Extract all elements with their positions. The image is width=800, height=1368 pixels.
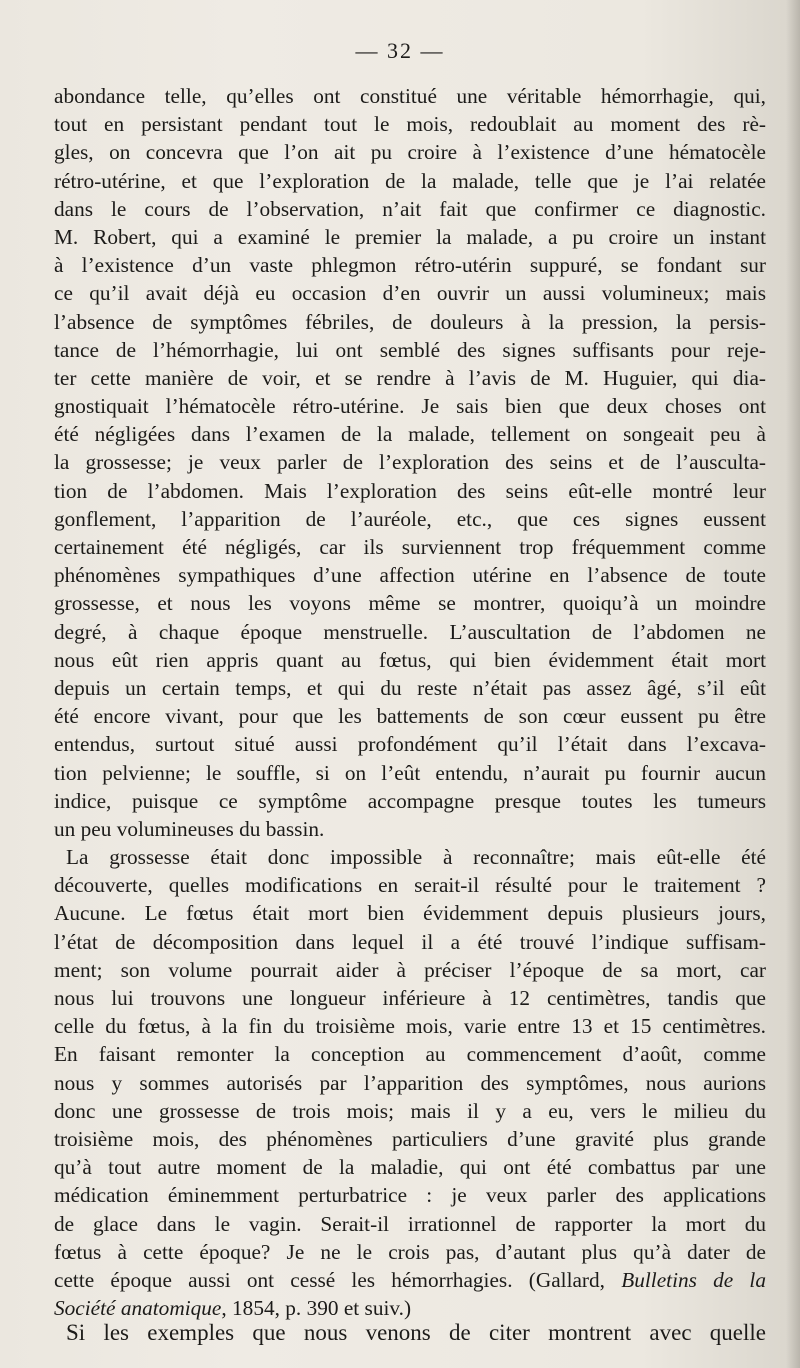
text-line-content: tion pelvienne; le souffle, si on l’eût entendu, n’aurait pu fournir aucun xyxy=(54,760,766,785)
text-line xyxy=(54,477,766,505)
text-line xyxy=(54,364,766,392)
text-line-content: dans le cours de l’observation, n’ait fait que confirmer ce diagnostic. xyxy=(54,196,766,221)
text-line xyxy=(54,843,766,871)
text-line-content: troisième mois, des phénomènes particuliers d’une gravité plus grande xyxy=(54,1126,766,1151)
text-line xyxy=(54,110,766,138)
text-line xyxy=(54,336,766,364)
text-line xyxy=(54,646,766,674)
text-line-content: un peu volumineuses du bassin. xyxy=(54,816,325,841)
text-line-content: En faisant remonter la conception au commencement d’août, comme xyxy=(54,1042,766,1067)
text-line-content: qu’à tout autre moment de la maladie, qui ont été combattus par une xyxy=(54,1155,766,1180)
text-line-content: de glace dans le vagin. Serait-il irrationnel de rapporter la mort du xyxy=(54,1211,766,1236)
text-line-content: nous lui trouvons une longueur inférieure à 12 centimètres, tandis que xyxy=(54,986,766,1010)
text-line-content: tout en persistant pendant tout le mois, redoublait au moment des rè- xyxy=(54,112,766,137)
text-line xyxy=(54,589,766,617)
text-line-content: ment; son volume pourrait aider à préciser l’époque de sa mort, car xyxy=(54,957,766,982)
text-line xyxy=(54,1040,766,1068)
text-line-content: rétro-utérine, et que l’exploration de la malade, telle que je l’ai relatée xyxy=(54,168,766,193)
text-line xyxy=(54,195,766,223)
body-text xyxy=(54,82,766,1322)
text-line xyxy=(54,984,766,1012)
text-line-content: abondance telle, qu’elles ont constitué une véritable hémorrhagie, qui, xyxy=(54,84,766,108)
text-line-content: ce qu’il avait déjà eu occasion d’en ouvrir un aussi volumineux; mais xyxy=(54,281,766,306)
text-line-content: phénomènes sympathiques d’une affection utérine en l’absence de toute xyxy=(54,563,766,588)
text-line xyxy=(54,533,766,561)
text-line-content: été négligées dans l’examen de la malade, tellement on songeait peu à xyxy=(54,422,766,447)
text-line xyxy=(54,138,766,166)
text-line xyxy=(54,279,766,307)
closing-line: Si les exemples que nous venons de citer montrent avec quelle xyxy=(66,1320,766,1345)
text-line xyxy=(54,82,766,110)
text-line xyxy=(54,815,766,843)
text-line xyxy=(54,871,766,899)
text-line-content: M. Robert, qui a examiné le premier la malade, a pu croire un instant xyxy=(54,224,766,249)
text-line-content: La grossesse était donc impossible à reconnaître; mais eût-elle été xyxy=(66,845,766,870)
text-line-content: médication éminemment perturbatrice : je veux parler des applications xyxy=(54,1183,766,1208)
text-line xyxy=(54,730,766,758)
text-line xyxy=(54,420,766,448)
text-line xyxy=(54,702,766,730)
citation-title: Société anatomique xyxy=(54,1296,222,1321)
text-line-content: celle du fœtus, à la fin du troisième mois, varie entre 13 et 15 centimètres. xyxy=(54,1014,766,1039)
text-line-content: entendus, surtout situé aussi profondément qu’il l’était dans l’excava- xyxy=(54,732,766,757)
text-line-content: Aucune. Le fœtus était mort bien évidemment depuis plusieurs jours, xyxy=(54,901,766,926)
text-line-content: gonflement, l’apparition de l’auréole, etc., que ces signes eussent xyxy=(54,506,766,531)
text-line xyxy=(54,899,766,927)
text-line-content: indice, puisque ce symptôme accompagne presque toutes les tumeurs xyxy=(54,788,766,813)
text-line xyxy=(54,956,766,984)
text-line xyxy=(54,1238,766,1266)
text-line xyxy=(54,618,766,646)
citation-details: , 1854, p. 390 et suiv.) xyxy=(221,1296,412,1321)
text-line-content: tance de l’hémorrhagie, lui ont semblé des signes suffisants pour reje- xyxy=(54,337,766,362)
text-line xyxy=(54,759,766,787)
text-line-content: fœtus à cette époque? Je ne le crois pas, d’autant plus qu’à dater de xyxy=(54,1239,766,1264)
text-line-content: à l’existence d’un vaste phlegmon rétro-utérin suppuré, se fondant sur xyxy=(54,253,766,278)
text-line xyxy=(54,561,766,589)
text-line-content: donc une grossesse de trois mois; mais il y a eu, vers le milieu du xyxy=(54,1098,766,1123)
text-line-content: été encore vivant, pour que les battements de son cœur eussent pu être xyxy=(54,704,766,729)
page-edge-shadow xyxy=(786,0,800,1368)
text-line xyxy=(54,251,766,279)
text-line-content: grossesse, et nous les voyons même se montrer, quoiqu’à un moindre xyxy=(54,591,766,616)
text-line xyxy=(54,448,766,476)
text-line xyxy=(54,928,766,956)
text-line xyxy=(54,787,766,815)
text-line-content: ter cette manière de voir, et se rendre à l’avis de M. Huguier, qui dia- xyxy=(54,365,766,390)
text-line xyxy=(54,392,766,420)
text-line xyxy=(54,1069,766,1097)
text-line xyxy=(54,1097,766,1125)
text-line-content: découverte, quelles modifications en serait-il résulté pour le traitement ? xyxy=(54,873,766,898)
text-line xyxy=(54,1125,766,1153)
text-line-content: l’absence de symptômes fébriles, de douleurs à la pression, la persis- xyxy=(54,309,766,334)
text-line xyxy=(54,167,766,195)
text-line-content: l’état de décomposition dans lequel il a été trouvé l’indique suffisam- xyxy=(54,929,766,954)
text-line xyxy=(54,1181,766,1209)
text-line xyxy=(54,1266,766,1294)
text-line xyxy=(54,1012,766,1040)
text-line xyxy=(54,223,766,251)
text-line-content: degré, à chaque époque menstruelle. L’auscultation de l’abdomen ne xyxy=(54,619,766,644)
text-line xyxy=(54,505,766,533)
text-line-content: nous eût rien appris quant au fœtus, qui bien évidemment était mort xyxy=(54,647,766,672)
text-line-content: nous y sommes autorisés par l’apparition des symptômes, nous aurions xyxy=(54,1070,766,1095)
text-line-content: cette époque aussi ont cessé les hémorrhagies. (Gallard, xyxy=(54,1267,606,1292)
text-line-content: certainement été négligés, car ils surviennent trop fréquemment comme xyxy=(54,535,766,559)
text-line-content: depuis un certain temps, et qui du reste n’était pas assez âgé, s’il eût xyxy=(54,675,766,700)
text-line xyxy=(54,1153,766,1181)
text-line xyxy=(54,1210,766,1238)
text-line-content: gnostiquait l’hématocèle rétro-utérine. Je sais bien que deux choses ont xyxy=(54,394,766,419)
text-line-content: gles, on concevra que l’on ait pu croire à l’existence d’une hématocèle xyxy=(54,140,766,165)
page-number: — 32 — xyxy=(355,38,445,63)
text-line-content: la grossesse; je veux parler de l’exploration des seins et de l’ausculta- xyxy=(54,450,766,475)
citation-title: Bulletins de la xyxy=(621,1267,766,1292)
text-line xyxy=(54,308,766,336)
text-line xyxy=(54,674,766,702)
text-line-content: tion de l’abdomen. Mais l’exploration des seins eût-elle montré leur xyxy=(54,478,766,503)
